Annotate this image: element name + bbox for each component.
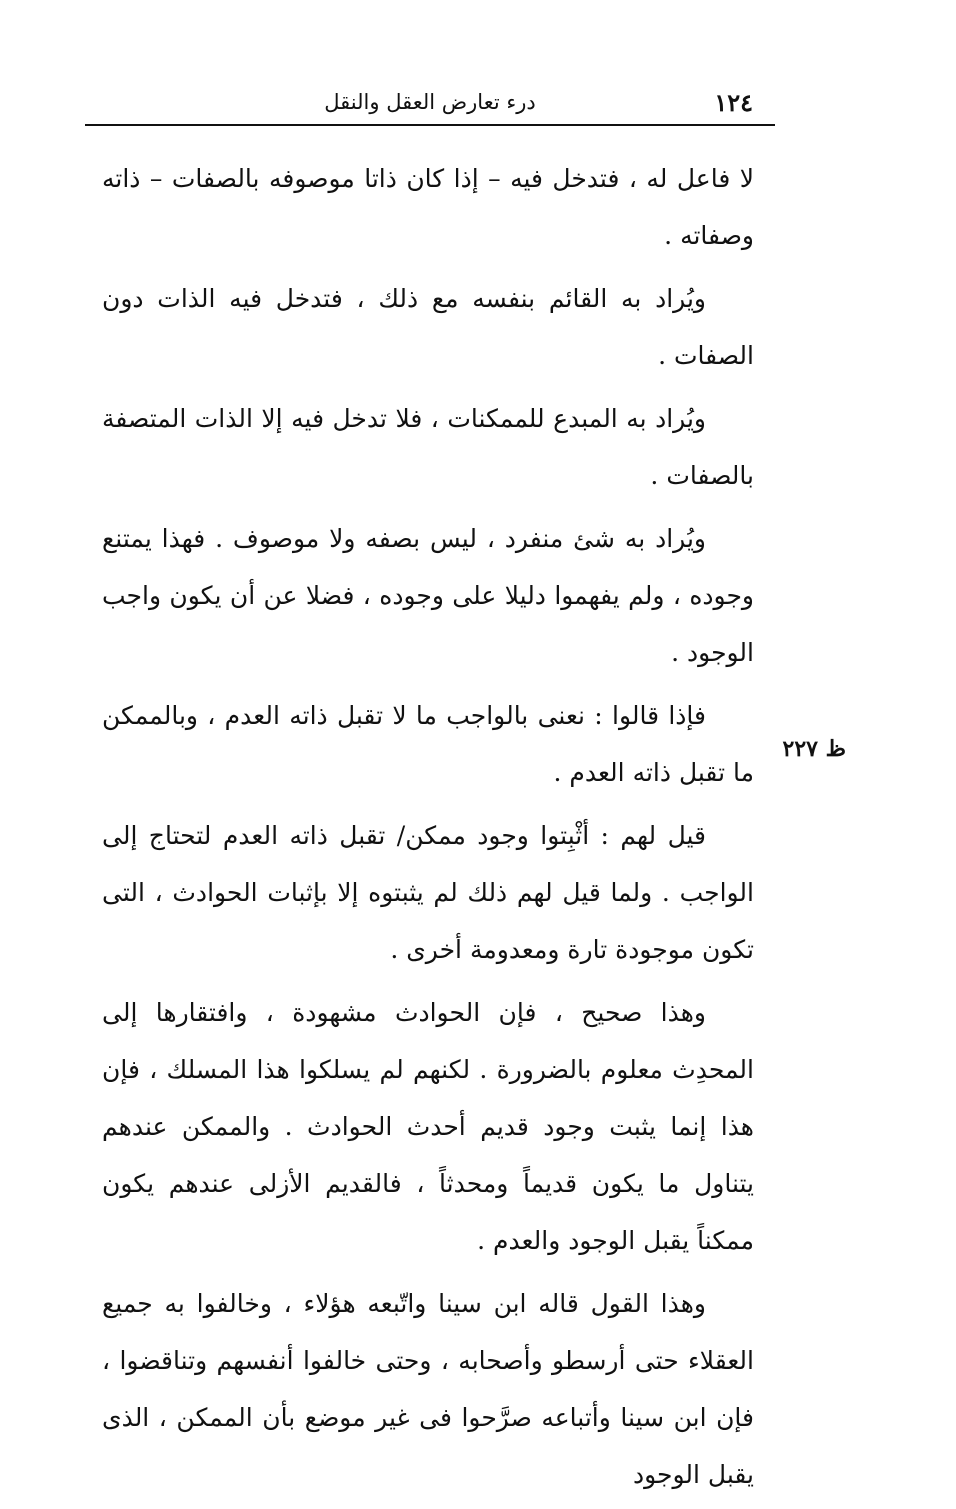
page-header <box>85 78 775 126</box>
paragraph-5: فإذا قالوا : نعنى بالواجب ما لا تقبل ذاته العدم ، وبالممكن ما تقبل ذاته العدم . <box>102 701 754 787</box>
paragraph-3: ويُراد به المبدع للممكنات ، فلا تدخل فيه إلا الذات المتصفة بالصفات . <box>102 404 754 490</box>
paragraph-6: قيل لهم : أثْبِتوا وجود ممكن/ تقبل ذاته العدم لتحتاج إلى الواجب . ولما قيل لهم ذلك لم يثبتوه إلا بإثبات الحوادث ، التى تكون موجودة تارة ومعدومة أخرى . <box>102 821 754 964</box>
paragraph-2: ويُراد به القائم بنفسه مع ذلك ، فتدخل فيه الذات دون الصفات . <box>102 284 754 370</box>
paragraph-1: لا فاعل له ، فتدخل فيه – إذا كان ذاتا موصوفه بالصفات – ذاته وصفاته . <box>102 164 754 250</box>
page-number: ١٢٤ <box>714 88 753 117</box>
page-body <box>102 150 754 1509</box>
paragraph-8: وهذا القول قاله ابن سينا واتّبعه هؤلاء ، وخالفوا به جميع العقلاء حتى أرسطو وأصحابه ، وحتى خالفوا أنفسهم وتناقضوا ، فإن ابن سينا وأتباعه صرَّحوا فى غير موضع بأن الممكن ، الذى يقبل الوجود <box>102 1289 754 1489</box>
running-title: درء تعارض العقل والنقل <box>324 90 536 114</box>
paragraph-4: ويُراد به شئ منفرد ، ليس بصفه ولا موصوف . فهذا يمتنع وجوده ، ولم يفهموا دليلا على وجوده ، فضلا عن أن يكون واجب الوجود . <box>102 524 754 667</box>
paragraph-7: وهذا صحيح ، فإن الحوادث مشهودة ، وافتقارها إلى المحدِث معلوم بالضرورة . لكنهم لم يسلكوا هذا المسلك ، فإن هذا إنما يثبت وجود قديم أحدث الحوادث . والممكن عندهم يتناول ما يكون قديماً ومحدثاً ، فالقديم الأزلى عندهم يكون ممكناً يقبل الوجود والعدم . <box>102 998 754 1255</box>
margin-reference: ظ ٢٢٧ <box>782 736 846 762</box>
